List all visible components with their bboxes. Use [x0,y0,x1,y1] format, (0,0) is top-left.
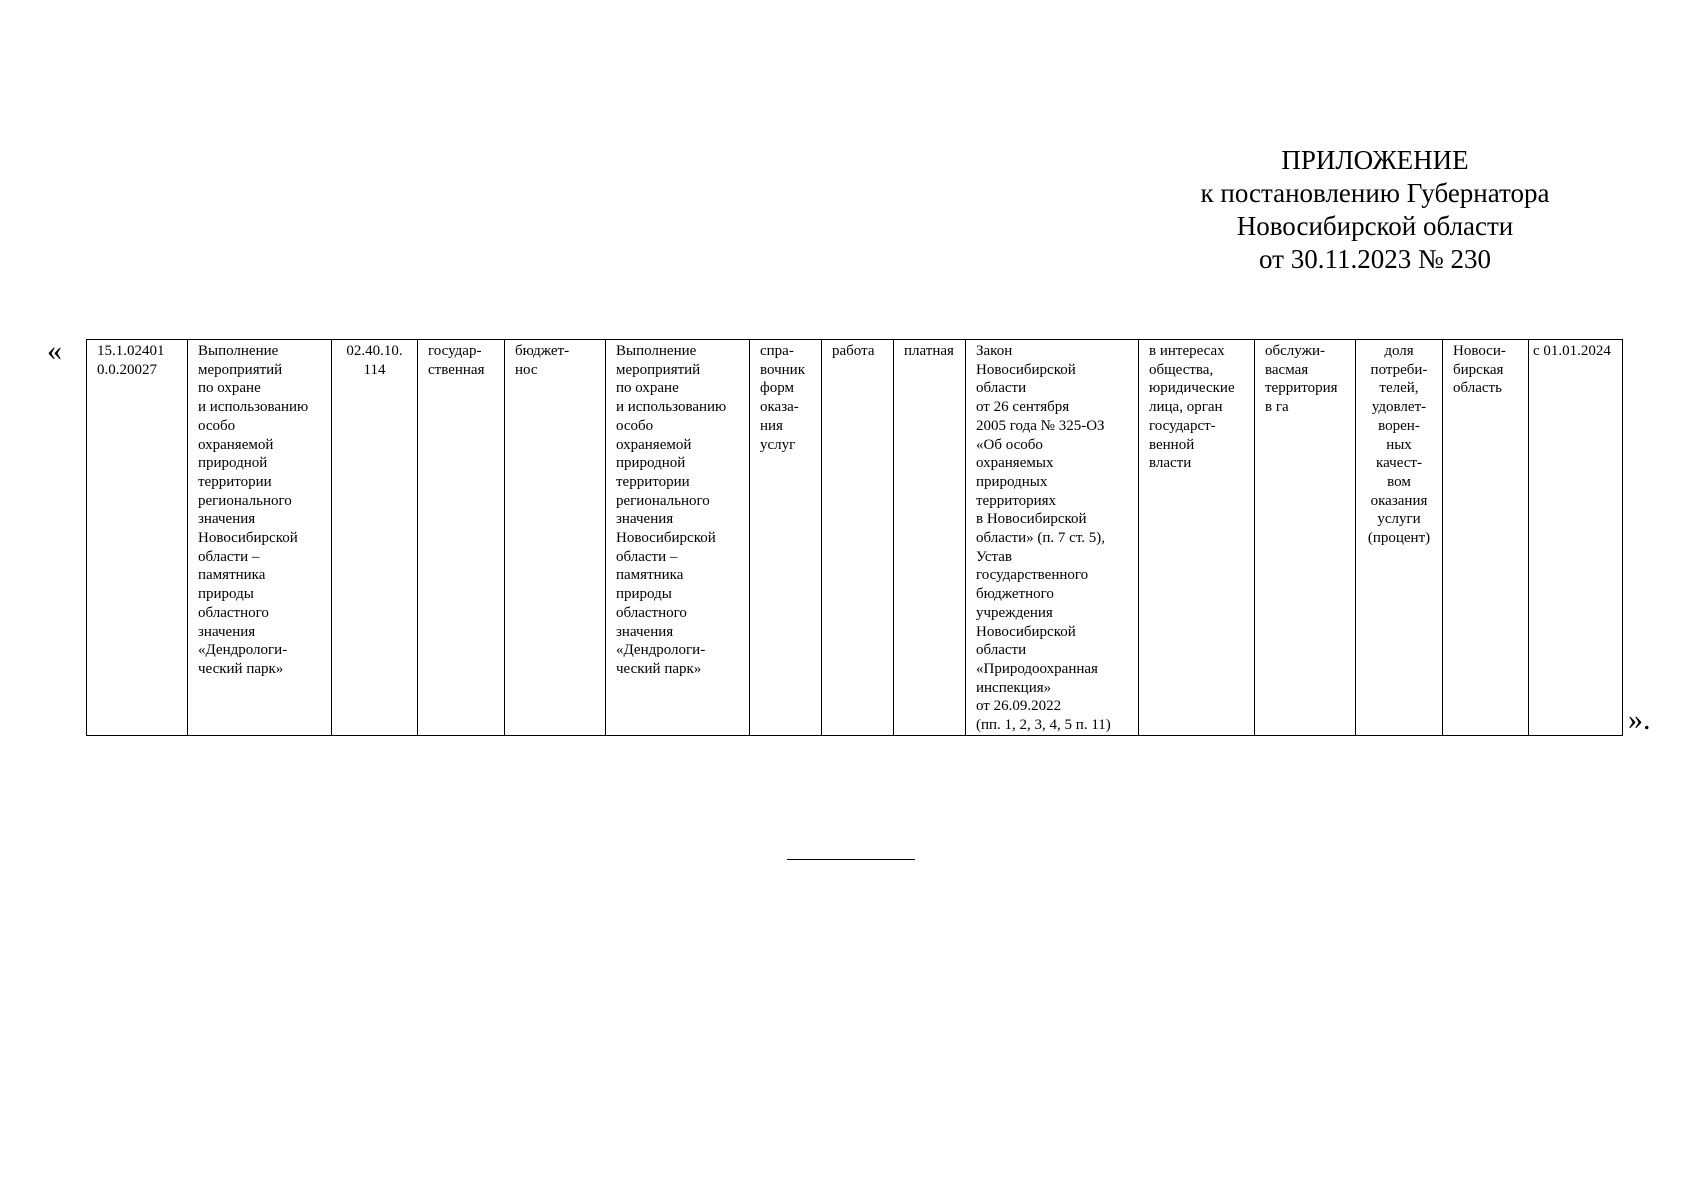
table-row [87,340,1623,736]
cell-volume-indicator: обслужи- васмая территория в га [1255,340,1356,736]
cell-territory: Новоси- бирская область [1443,340,1529,736]
cell-consumers: в интересах общества, юридические лица, орган государст- венной власти [1139,340,1255,736]
cell-effective-date: с 01.01.2024 [1529,340,1623,736]
appendix-resolution-line: к постановлению Губернатора [1200,178,1550,208]
cell-service-form: спра- вочник форм оказа- ния услуг [750,340,822,736]
cell-service-name: Выполнение мероприятий по охране и использованию особо охраняемой природной территории регионального значения Новосибирской области – памятника природы областного значения «Дендрологи- ческий парк» [188,340,332,736]
cell-payment-type: платная [894,340,966,736]
cell-service-kind: государ- ственная [418,340,505,736]
registry-table [86,339,1623,736]
closing-quote: ». [1628,703,1651,736]
cell-work-content: Выполнение мероприятий по охране и использованию особо охраняемой природной территории регионального значения Новосибирской области – памятника природы областного значения «Дендрологи- ческий парк» [606,340,750,736]
appendix-title: ПРИЛОЖЕНИЕ [1281,145,1469,175]
cell-quality-indicator: доля потреби- телей, удовлет- ворен- ных качест- вом оказания услуги (процент) [1356,340,1443,736]
separator-line [787,859,915,860]
cell-work-type: работа [822,340,894,736]
appendix-header [1175,144,1575,276]
cell-institution-type: бюджет- нос [505,340,606,736]
appendix-region-line: Новосибирской области [1236,211,1514,241]
opening-quote: « [47,334,62,367]
cell-okved-code: 02.40.10. 114 [332,340,418,736]
appendix-date-number: от 30.11.2023 № 230 [1259,244,1491,274]
cell-registry-number: 15.1.02401 0.0.20027 [87,340,188,736]
cell-legal-basis: Закон Новосибирской области от 26 сентября 2005 года № 325-ОЗ «Об особо охраняемых природных территориях в Новосибирской области» (п. 7 ст. 5), Устав государственного бюджетного учреждения Новосибирской области «Природоохранная инспекция» от 26.09.2022 (пп. 1, 2, 3, 4, 5 п. 11) [966,340,1139,736]
